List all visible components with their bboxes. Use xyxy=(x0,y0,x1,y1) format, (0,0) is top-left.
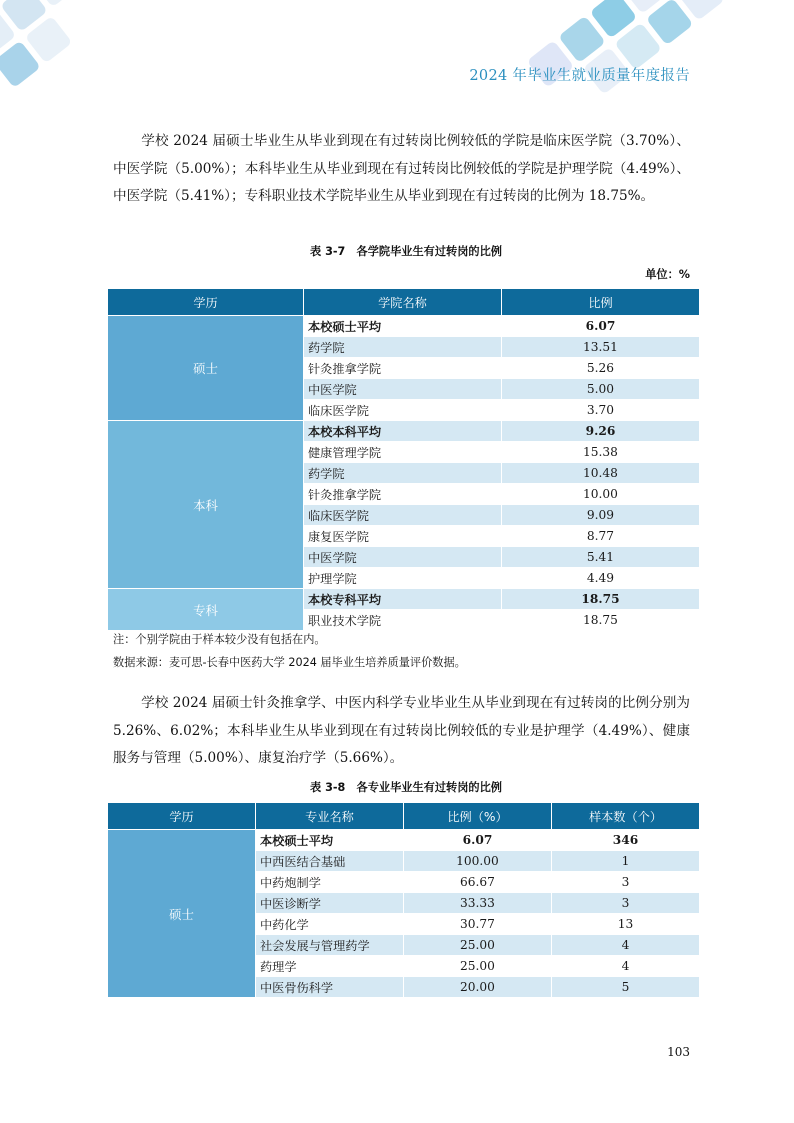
college-name-cell: 药学院 xyxy=(304,463,502,484)
table-2-col-header: 比例（%） xyxy=(404,803,552,830)
college-name-cell: 本校专科平均 xyxy=(304,589,502,610)
college-name-cell: 护理学院 xyxy=(304,568,502,589)
education-level-cell: 硕士 xyxy=(108,830,256,998)
sample-count-cell: 4 xyxy=(552,956,700,977)
table-row xyxy=(108,421,700,442)
ratio-cell: 18.75 xyxy=(502,610,700,631)
education-level-cell: 本科 xyxy=(108,421,304,589)
sample-count-cell: 4 xyxy=(552,935,700,956)
paragraph-2 xyxy=(113,690,690,773)
sample-count-cell: 13 xyxy=(552,914,700,935)
college-name-cell: 本校本科平均 xyxy=(304,421,502,442)
college-name-cell: 针灸推拿学院 xyxy=(304,484,502,505)
sample-count-cell: 5 xyxy=(552,977,700,998)
college-name-cell: 药学院 xyxy=(304,337,502,358)
ratio-cell: 8.77 xyxy=(502,526,700,547)
ratio-cell: 15.38 xyxy=(502,442,700,463)
ratio-cell: 10.00 xyxy=(502,484,700,505)
sample-count-cell: 3 xyxy=(552,893,700,914)
table-2-header-row xyxy=(108,803,700,830)
college-name-cell: 中医学院 xyxy=(304,547,502,568)
major-name-cell: 中医骨伤科学 xyxy=(256,977,404,998)
table-1-col-header: 比例 xyxy=(502,289,700,316)
ratio-cell: 20.00 xyxy=(404,977,552,998)
ratio-cell: 9.09 xyxy=(502,505,700,526)
ratio-cell: 18.75 xyxy=(502,589,700,610)
major-name-cell: 中医诊断学 xyxy=(256,893,404,914)
college-name-cell: 本校硕士平均 xyxy=(304,316,502,337)
ratio-cell: 5.00 xyxy=(502,379,700,400)
table-1-note: 注：个别学院由于样本较少没有包括在内。 xyxy=(113,633,326,646)
paragraph-2-text: 学校 2024 届硕士针灸推拿学、中医内科学专业毕业生从毕业到现在有过转岗的比例分别为 5.26%、6.02%；本科毕业生从毕业到现在有过转岗比例较低的专业是护理学（4.49%）、健康服务与管理（5.00%）、康复治疗学（5.66%）。 xyxy=(113,695,690,766)
college-name-cell: 针灸推拿学院 xyxy=(304,358,502,379)
ratio-cell: 5.26 xyxy=(502,358,700,379)
ratio-cell: 25.00 xyxy=(404,935,552,956)
ratio-cell: 33.33 xyxy=(404,893,552,914)
major-name-cell: 中药化学 xyxy=(256,914,404,935)
ratio-cell: 13.51 xyxy=(502,337,700,358)
table-2-col-header: 学历 xyxy=(108,803,256,830)
ratio-cell: 6.07 xyxy=(502,316,700,337)
ratio-cell: 3.70 xyxy=(502,400,700,421)
ratio-cell: 30.77 xyxy=(404,914,552,935)
major-name-cell: 中西医结合基础 xyxy=(256,851,404,872)
education-level-cell: 硕士 xyxy=(108,316,304,421)
college-name-cell: 临床医学院 xyxy=(304,505,502,526)
college-name-cell: 健康管理学院 xyxy=(304,442,502,463)
major-name-cell: 药理学 xyxy=(256,956,404,977)
page-number: 103 xyxy=(667,1045,690,1059)
major-name-cell: 社会发展与管理药学 xyxy=(256,935,404,956)
table-2 xyxy=(107,802,700,998)
sample-count-cell: 1 xyxy=(552,851,700,872)
table-2-col-header: 样本数（个） xyxy=(552,803,700,830)
sample-count-cell: 346 xyxy=(552,830,700,851)
education-level-cell: 专科 xyxy=(108,589,304,631)
running-header-title: 2024 年毕业生就业质量年度报告 xyxy=(469,68,690,84)
ratio-cell: 4.49 xyxy=(502,568,700,589)
ratio-cell: 100.00 xyxy=(404,851,552,872)
college-name-cell: 临床医学院 xyxy=(304,400,502,421)
college-name-cell: 职业技术学院 xyxy=(304,610,502,631)
ratio-cell: 66.67 xyxy=(404,872,552,893)
ratio-cell: 9.26 xyxy=(502,421,700,442)
ratio-cell: 25.00 xyxy=(404,956,552,977)
table-1-col-header: 学院名称 xyxy=(304,289,502,316)
table-1-col-header: 学历 xyxy=(108,289,304,316)
college-name-cell: 中医学院 xyxy=(304,379,502,400)
sample-count-cell: 3 xyxy=(552,872,700,893)
ratio-cell: 5.41 xyxy=(502,547,700,568)
header-decoration xyxy=(0,0,794,110)
table-row xyxy=(108,589,700,610)
table-1-source: 数据来源：麦可思-长春中医药大学 2024 届毕业生培养质量评价数据。 xyxy=(113,656,466,669)
major-name-cell: 本校硕士平均 xyxy=(256,830,404,851)
table-1-unit: 单位：% xyxy=(645,268,690,281)
major-name-cell: 中药炮制学 xyxy=(256,872,404,893)
paragraph-1-text: 学校 2024 届硕士毕业生从毕业到现在有过转岗比例较低的学院是临床医学院（3.70%）、中医学院（5.00%）；本科毕业生从毕业到现在有过转岗比例较低的学院是护理学院（4.49%）、中医学院（5.41%）；专科职业技术学院毕业生从毕业到现在有过转岗的比例为 18.75%。 xyxy=(113,133,690,204)
table-row xyxy=(108,316,700,337)
table-1 xyxy=(107,288,700,631)
table-row xyxy=(108,830,700,851)
table-2-caption: 表 3-8 各专业毕业生有过转岗的比例 xyxy=(310,781,502,794)
ratio-cell: 10.48 xyxy=(502,463,700,484)
table-2-col-header: 专业名称 xyxy=(256,803,404,830)
college-name-cell: 康复医学院 xyxy=(304,526,502,547)
table-1-header-row xyxy=(108,289,700,316)
paragraph-1 xyxy=(113,128,690,211)
ratio-cell: 6.07 xyxy=(404,830,552,851)
table-1-caption: 表 3-7 各学院毕业生有过转岗的比例 xyxy=(310,245,502,258)
